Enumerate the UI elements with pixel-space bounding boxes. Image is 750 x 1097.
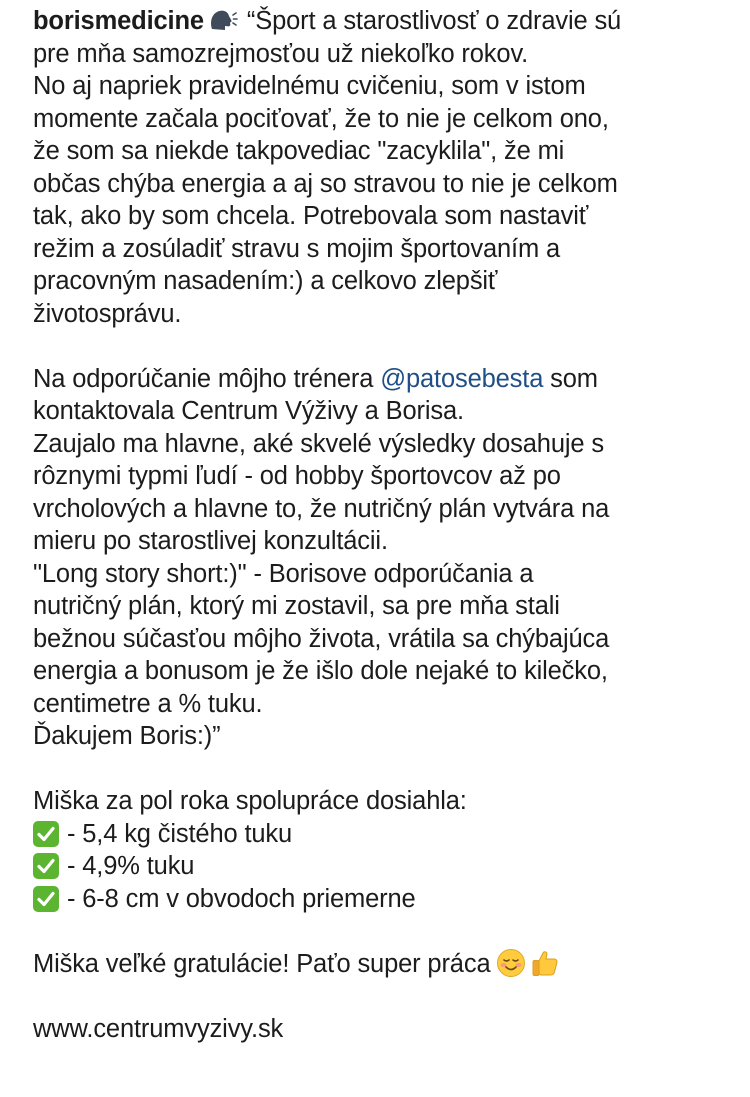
caption-text: pre mňa samozrejmosťou už niekoľko rokov. <box>33 39 529 68</box>
thumbs-up-icon <box>530 948 560 978</box>
caption-text: nutričný plán, ktorý mi zostavil, sa pre mňa stali <box>33 592 560 620</box>
mention-link[interactable]: @patosebesta <box>380 364 544 393</box>
caption-text: občas chýba energia a aj so stravou to nie je celkom <box>33 169 618 198</box>
caption-text: že som sa niekde takpovediac "zacyklila", že mi <box>33 137 565 165</box>
website-link[interactable]: www.centrumvyzivy.sk <box>33 1014 284 1043</box>
caption-text: centimetre a % tuku. <box>33 689 263 718</box>
result-text: - 6-8 cm v obvodoch priemerne <box>67 884 416 913</box>
caption-text: rôznymi typmi ľudí - od hobby športovcov až po <box>33 462 561 490</box>
caption-text: Zaujalo ma hlavne, aké skvelé výsledky dosahuje s <box>33 429 604 458</box>
caption-text: kontaktovala Centrum Výživy a Borisa. <box>33 397 464 425</box>
caption-text: mieru po starostlivej konzultácii. <box>33 527 388 555</box>
check-mark-button-icon <box>33 821 59 847</box>
paragraph-gap <box>33 915 733 948</box>
caption-text: som <box>543 364 598 393</box>
caption-text: momente začala pociťovať, že to nie je celkom ono, <box>33 104 609 133</box>
paragraph-gap <box>33 330 733 363</box>
smiling-face-icon <box>496 948 526 978</box>
check-mark-button-icon <box>33 886 59 912</box>
caption-line-1 <box>33 5 733 38</box>
result-item <box>33 883 733 916</box>
caption-text: “Šport a starostlivosť o zdravie sú <box>246 7 622 35</box>
congrats-text: Miška veľké gratulácie! Paťo super práca <box>33 949 491 978</box>
caption-text: životosprávu. <box>33 299 182 328</box>
caption-text: bežnou súčasťou môjho života, vrátila sa chýbajúca <box>33 624 610 653</box>
result-item <box>33 850 733 883</box>
caption-text: Ďakujem Boris:)” <box>33 722 221 750</box>
post-caption <box>33 5 733 1045</box>
congrats-line <box>33 948 733 981</box>
caption-text: "Long story short:)" - Borisove odporúčania a <box>33 559 534 588</box>
speaking-head-icon <box>208 7 238 33</box>
result-text: - 4,9% tuku <box>67 852 195 880</box>
paragraph-gap <box>33 753 733 786</box>
caption-line-mention <box>33 363 733 396</box>
caption-text: Na odporúčanie môjho trénera <box>33 364 381 393</box>
caption-text: energia a bonusom je že išlo dole nejaké to kilečko, <box>33 657 608 685</box>
results-heading: Miška za pol roka spolupráce dosiahla: <box>33 787 467 815</box>
caption-text: No aj napriek pravidelnému cvičeniu, som v istom <box>33 72 586 100</box>
caption-text: režim a zosúladiť stravu s mojim športovaním a <box>33 234 561 263</box>
caption-text: tak, ako by som chcela. Potrebovala som nastaviť <box>33 202 589 230</box>
username-link[interactable]: borismedicine <box>33 7 204 35</box>
caption-text: pracovným nasadením:) a celkovo zlepšiť <box>33 267 498 295</box>
paragraph-gap <box>33 980 733 1013</box>
caption-text: vrcholových a hlavne to, že nutričný plán vytvára na <box>33 494 610 523</box>
check-mark-button-icon <box>33 853 59 879</box>
result-text: - 5,4 kg čistého tuku <box>67 819 293 848</box>
result-item <box>33 818 733 851</box>
